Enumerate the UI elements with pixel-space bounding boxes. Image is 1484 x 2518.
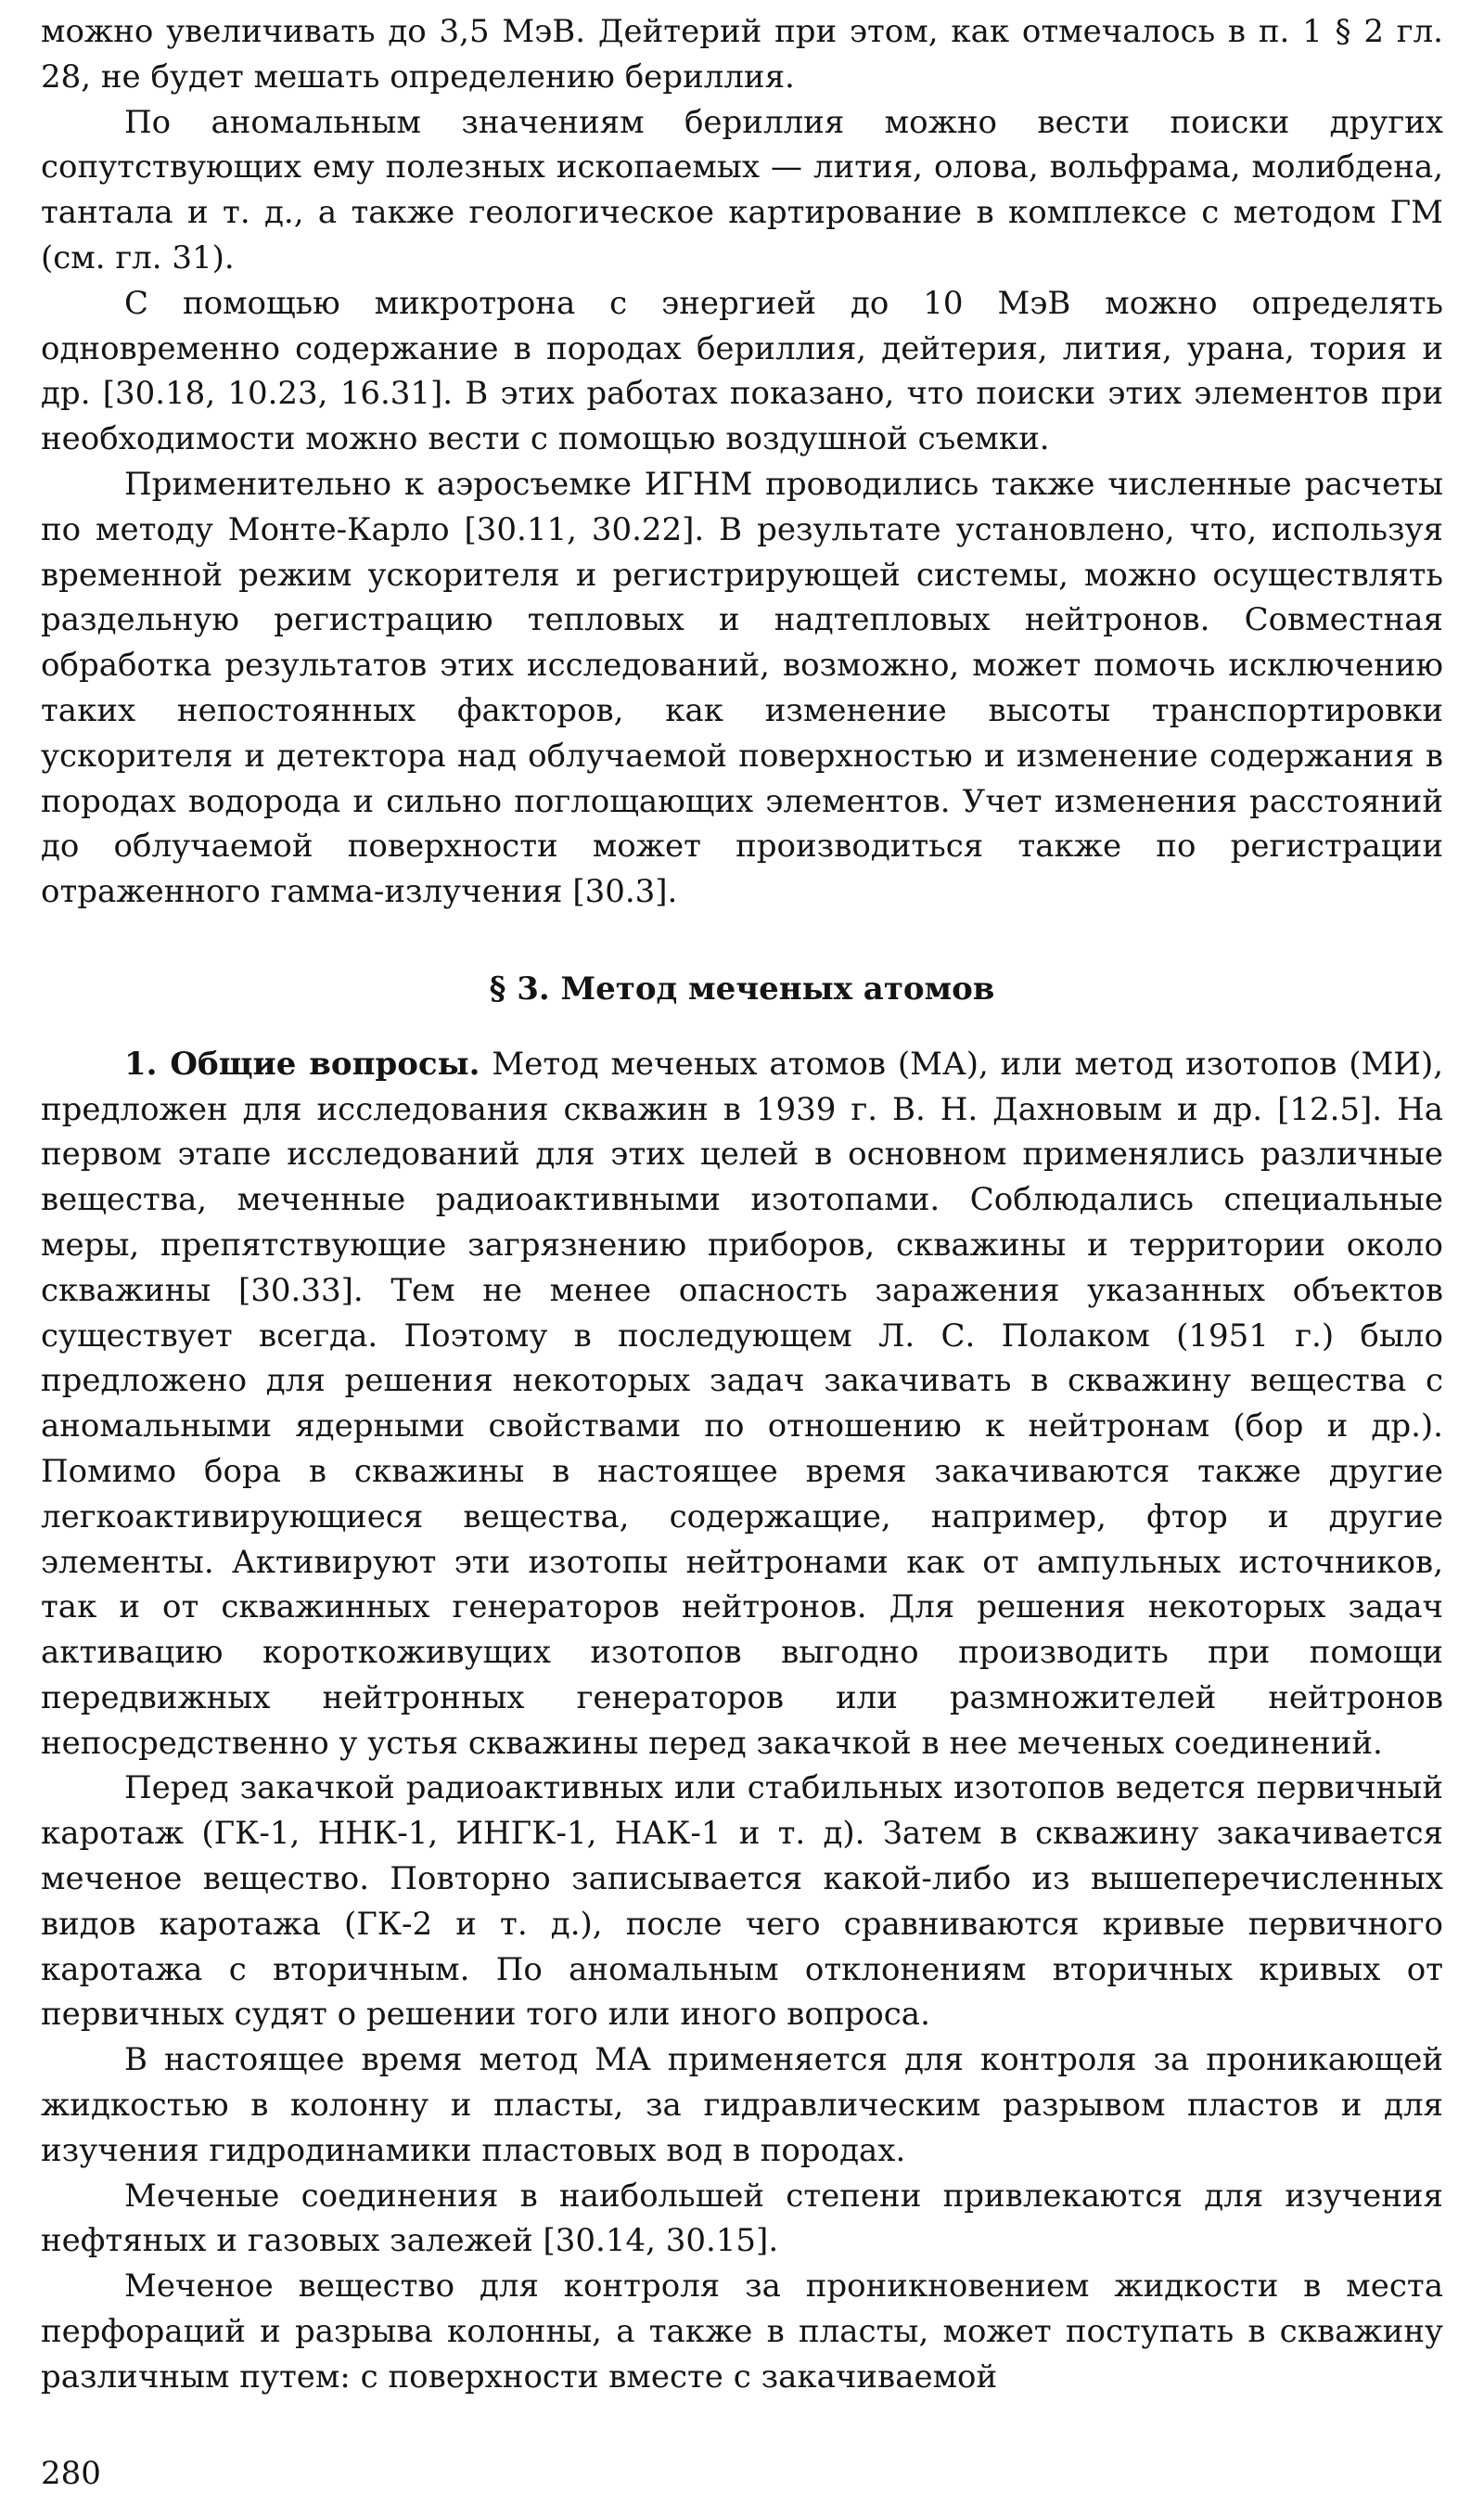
paragraph-monte-carlo: Применительно к аэросъемке ИГНМ проводились также численные расчеты по методу Монте-Карло [30.11, 30.22]. В результате установлено, что, используя временной режим ускорителя и регистрирующей системы, можно осуществлять раздельную регистрацию тепловых и надтепловых нейтронов. Совместная обработка результатов этих исследований, возможно, может помочь исключению таких непостоянных факторов, как изменение высоты транспортировки ускорителя и детектора над облучаемой поверхностью и изменение содержания в породах водорода и сильно поглощающих элементов. Учет изменения расстояний до облучаемой поверхности может производиться также по регистрации отраженного гамма-излучения [30.3]. <box>41 465 1443 911</box>
paragraph-primary-logging: Перед закачкой радиоактивных или стабильных изотопов ведется первичный каротаж (ГК-1, ННК-1, ИНГК-1, НАК-1 и т. д). Затем в скважину закачивается меченое вещество. Повторно записывается какой-либо из вышеперечисленных видов каротажа (ГК-2 и т. д.), после чего сравниваются кривые первичного каротажа с вторичным. По аномальным отклонениям вторичных кривых от первичных судят о решении того или иного вопроса. <box>41 1769 1443 2034</box>
paragraph-continued: можно увеличивать до 3,5 МэВ. Дейтерий при этом, как отмечалось в п. 1 § 2 гл. 28, не будет мешать определению бериллия. <box>41 13 1443 96</box>
paragraph-labeled-substance: Меченое вещество для контроля за проникновением жидкости в места перфораций и разрыва колонны, а также в пласты, может поступать в скважину различным путем: с поверхности вместе с закачиваемой <box>41 2267 1443 2396</box>
page-number: 280 <box>41 2455 101 2492</box>
paragraph-ma-applications: В настоящее время метод МА применяется для контроля за проникающей жидкостью в колонну и пласты, за гидравлическим разрывом пластов и для изучения гидродинамики пластовых вод в породах. <box>41 2041 1443 2169</box>
subsection-title: Общие вопросы. <box>170 1045 480 1083</box>
paragraph-oil-gas: Меченые соединения в наибольшей степени привлекаются для изучения нефтяных и газовых залежей [30.14, 30.15]. <box>41 2177 1443 2260</box>
paragraph-beryllium-prospecting: По аномальным значениям бериллия можно вести поиски других сопутствующих ему полезных ископаемых — лития, олова, вольфрама, молибдена, тантала и т. д., а также геологическое картирование в комплексе с методом ГМ (см. гл. 31). <box>41 103 1443 276</box>
page-body <box>41 9 1443 2400</box>
paragraph-microtron: С помощью микротрона с энергией до 10 МэВ можно определять одновременно содержание в породах бериллия, дейтерия, лития, урана, тория и др. [30.18, 10.23, 16.31]. В этих работах показано, что поиски этих элементов при необходимости можно вести с помощью воздушной съемки. <box>41 284 1443 458</box>
section-heading: § 3. Метод меченых атомов <box>489 970 995 1008</box>
subsection-text: Метод меченых атомов (МА), или метод изотопов (МИ), предложен для исследования скважин в 1939 г. В. Н. Дахновым и др. [12.5]. На первом этапе исследований для этих целей в основном применялись различные вещества, меченные радиоактивными изотопами. Соблюдались специальные меры, препятствующие загрязнению приборов, скважины и территории около скважины [30.33]. Тем не менее опасность заражения указанных объектов существует всегда. Поэтому в последующем Л. С. Полаком (1951 г.) было предложено для решения некоторых задач закачивать в скважину вещества с аномальными ядерными свойствами по отношению к нейтронам (бор и др.). Помимо бора в скважины в настоящее время закачиваются также другие легкоактивирующиеся вещества, содержащие, например, фтор и другие элементы. Активируют эти изотопы нейтронами как от ампульных источников, так и от скважинных генераторов нейтронов. Для решения некоторых задач активацию короткоживущих изотопов выгодно производить при помощи передвижных нейтронных генераторов или размножителей нейтронов непосредственно у устья скважины перед закачкой в нее меченых соединений. <box>41 1045 1444 1762</box>
paragraph-general-questions <box>41 1042 1443 1766</box>
subsection-lead-in <box>124 1046 480 1083</box>
subsection-number: 1. <box>124 1045 158 1083</box>
